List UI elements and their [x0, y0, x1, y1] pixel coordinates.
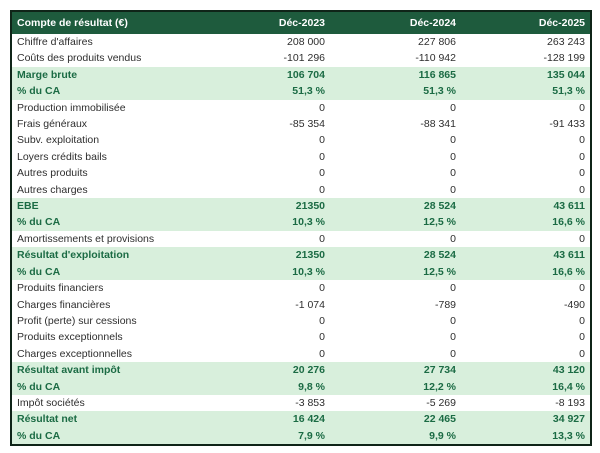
row-value: 135 044	[461, 67, 591, 83]
row-value: 0	[199, 280, 330, 296]
row-value: 0	[199, 149, 330, 165]
row-label: % du CA	[11, 83, 199, 99]
table-row	[11, 329, 591, 345]
row-value: 28 524	[330, 198, 461, 214]
row-label: Résultat avant impôt	[11, 362, 199, 378]
row-label: Subv. exploitation	[11, 132, 199, 148]
row-value: 28 524	[330, 247, 461, 263]
row-value: 0	[199, 100, 330, 116]
row-value: 0	[330, 165, 461, 181]
row-value: 16,4 %	[461, 379, 591, 395]
row-value: 10,3 %	[199, 214, 330, 230]
row-value: 0	[199, 132, 330, 148]
table-row	[11, 214, 591, 230]
row-value: 0	[330, 346, 461, 362]
table-row	[11, 50, 591, 66]
row-value: 0	[199, 329, 330, 345]
row-value: 0	[461, 313, 591, 329]
row-value: 10,3 %	[199, 264, 330, 280]
table-row	[11, 411, 591, 427]
table-body	[11, 34, 591, 445]
table-row	[11, 247, 591, 263]
table-header	[11, 11, 591, 34]
row-value: 106 704	[199, 67, 330, 83]
row-value: 227 806	[330, 34, 461, 50]
row-label: Chiffre d'affaires	[11, 34, 199, 50]
row-value: 27 734	[330, 362, 461, 378]
row-value: 0	[461, 182, 591, 198]
row-value: 0	[461, 165, 591, 181]
row-label: Résultat net	[11, 411, 199, 427]
row-value: 16 424	[199, 411, 330, 427]
row-value: 12,5 %	[330, 214, 461, 230]
row-label: % du CA	[11, 428, 199, 445]
row-label: Frais généraux	[11, 116, 199, 132]
row-value: 51,3 %	[199, 83, 330, 99]
row-value: -128 199	[461, 50, 591, 66]
row-value: -490	[461, 297, 591, 313]
income-statement-table	[10, 10, 592, 446]
row-label: % du CA	[11, 214, 199, 230]
row-label: % du CA	[11, 264, 199, 280]
table-row	[11, 116, 591, 132]
row-value: 16,6 %	[461, 264, 591, 280]
table-row	[11, 231, 591, 247]
row-label: Impôt sociétés	[11, 395, 199, 411]
row-value: -789	[330, 297, 461, 313]
row-value: 0	[199, 313, 330, 329]
row-label: % du CA	[11, 379, 199, 395]
row-value: 0	[330, 313, 461, 329]
table-row	[11, 297, 591, 313]
column-header-dec-2024: Déc-2024	[330, 11, 461, 34]
table-row	[11, 100, 591, 116]
row-value: 0	[461, 231, 591, 247]
row-label: Charges exceptionnelles	[11, 346, 199, 362]
row-label: Coûts des produits vendus	[11, 50, 199, 66]
row-label: Autres produits	[11, 165, 199, 181]
row-value: 263 243	[461, 34, 591, 50]
row-value: 0	[330, 280, 461, 296]
row-label: EBE	[11, 198, 199, 214]
row-value: 0	[330, 100, 461, 116]
table-row	[11, 395, 591, 411]
row-value: 51,3 %	[330, 83, 461, 99]
row-value: -101 296	[199, 50, 330, 66]
table-title: Compte de résultat (€)	[11, 11, 199, 34]
row-value: 0	[461, 346, 591, 362]
row-value: 7,9 %	[199, 428, 330, 445]
table-row	[11, 198, 591, 214]
row-value: 0	[199, 182, 330, 198]
row-value: 51,3 %	[461, 83, 591, 99]
row-label: Marge brute	[11, 67, 199, 83]
table-row	[11, 379, 591, 395]
row-value: -1 074	[199, 297, 330, 313]
table-row	[11, 132, 591, 148]
row-value: 43 611	[461, 198, 591, 214]
column-header-dec-2025: Déc-2025	[461, 11, 591, 34]
row-value: 0	[330, 231, 461, 247]
row-value: 0	[461, 149, 591, 165]
row-value: 208 000	[199, 34, 330, 50]
row-value: 0	[461, 132, 591, 148]
row-value: 9,8 %	[199, 379, 330, 395]
row-value: -91 433	[461, 116, 591, 132]
row-label: Charges financières	[11, 297, 199, 313]
table-row	[11, 67, 591, 83]
row-value: 0	[330, 182, 461, 198]
table-row	[11, 34, 591, 50]
table-row	[11, 280, 591, 296]
table-row	[11, 165, 591, 181]
row-value: -5 269	[330, 395, 461, 411]
row-value: 43 120	[461, 362, 591, 378]
table-row	[11, 346, 591, 362]
row-value: 0	[330, 149, 461, 165]
row-value: -110 942	[330, 50, 461, 66]
row-value: -8 193	[461, 395, 591, 411]
row-value: 0	[461, 280, 591, 296]
row-value: 0	[199, 231, 330, 247]
row-label: Autres charges	[11, 182, 199, 198]
row-value: 0	[199, 346, 330, 362]
row-value: 12,5 %	[330, 264, 461, 280]
row-value: 16,6 %	[461, 214, 591, 230]
row-value: 9,9 %	[330, 428, 461, 445]
row-value: 0	[330, 132, 461, 148]
table-row	[11, 362, 591, 378]
row-label: Amortissements et provisions	[11, 231, 199, 247]
row-value: 0	[461, 100, 591, 116]
column-header-dec-2023: Déc-2023	[199, 11, 330, 34]
row-label: Production immobilisée	[11, 100, 199, 116]
row-value: 116 865	[330, 67, 461, 83]
row-value: 13,3 %	[461, 428, 591, 445]
row-value: 21350	[199, 247, 330, 263]
row-label: Résultat d'exploitation	[11, 247, 199, 263]
row-label: Loyers crédits bails	[11, 149, 199, 165]
row-label: Produits financiers	[11, 280, 199, 296]
table-row	[11, 264, 591, 280]
table-row	[11, 313, 591, 329]
row-value: 0	[199, 165, 330, 181]
row-value: -88 341	[330, 116, 461, 132]
table-row	[11, 182, 591, 198]
table-row	[11, 149, 591, 165]
row-label: Profit (perte) sur cessions	[11, 313, 199, 329]
row-value: 0	[461, 329, 591, 345]
row-value: 20 276	[199, 362, 330, 378]
table-row	[11, 428, 591, 445]
row-value: 21350	[199, 198, 330, 214]
table-row	[11, 83, 591, 99]
header-row	[11, 11, 591, 34]
row-value: 0	[330, 329, 461, 345]
row-value: -3 853	[199, 395, 330, 411]
row-value: 43 611	[461, 247, 591, 263]
row-value: -85 354	[199, 116, 330, 132]
row-value: 34 927	[461, 411, 591, 427]
row-value: 22 465	[330, 411, 461, 427]
row-label: Produits exceptionnels	[11, 329, 199, 345]
row-value: 12,2 %	[330, 379, 461, 395]
